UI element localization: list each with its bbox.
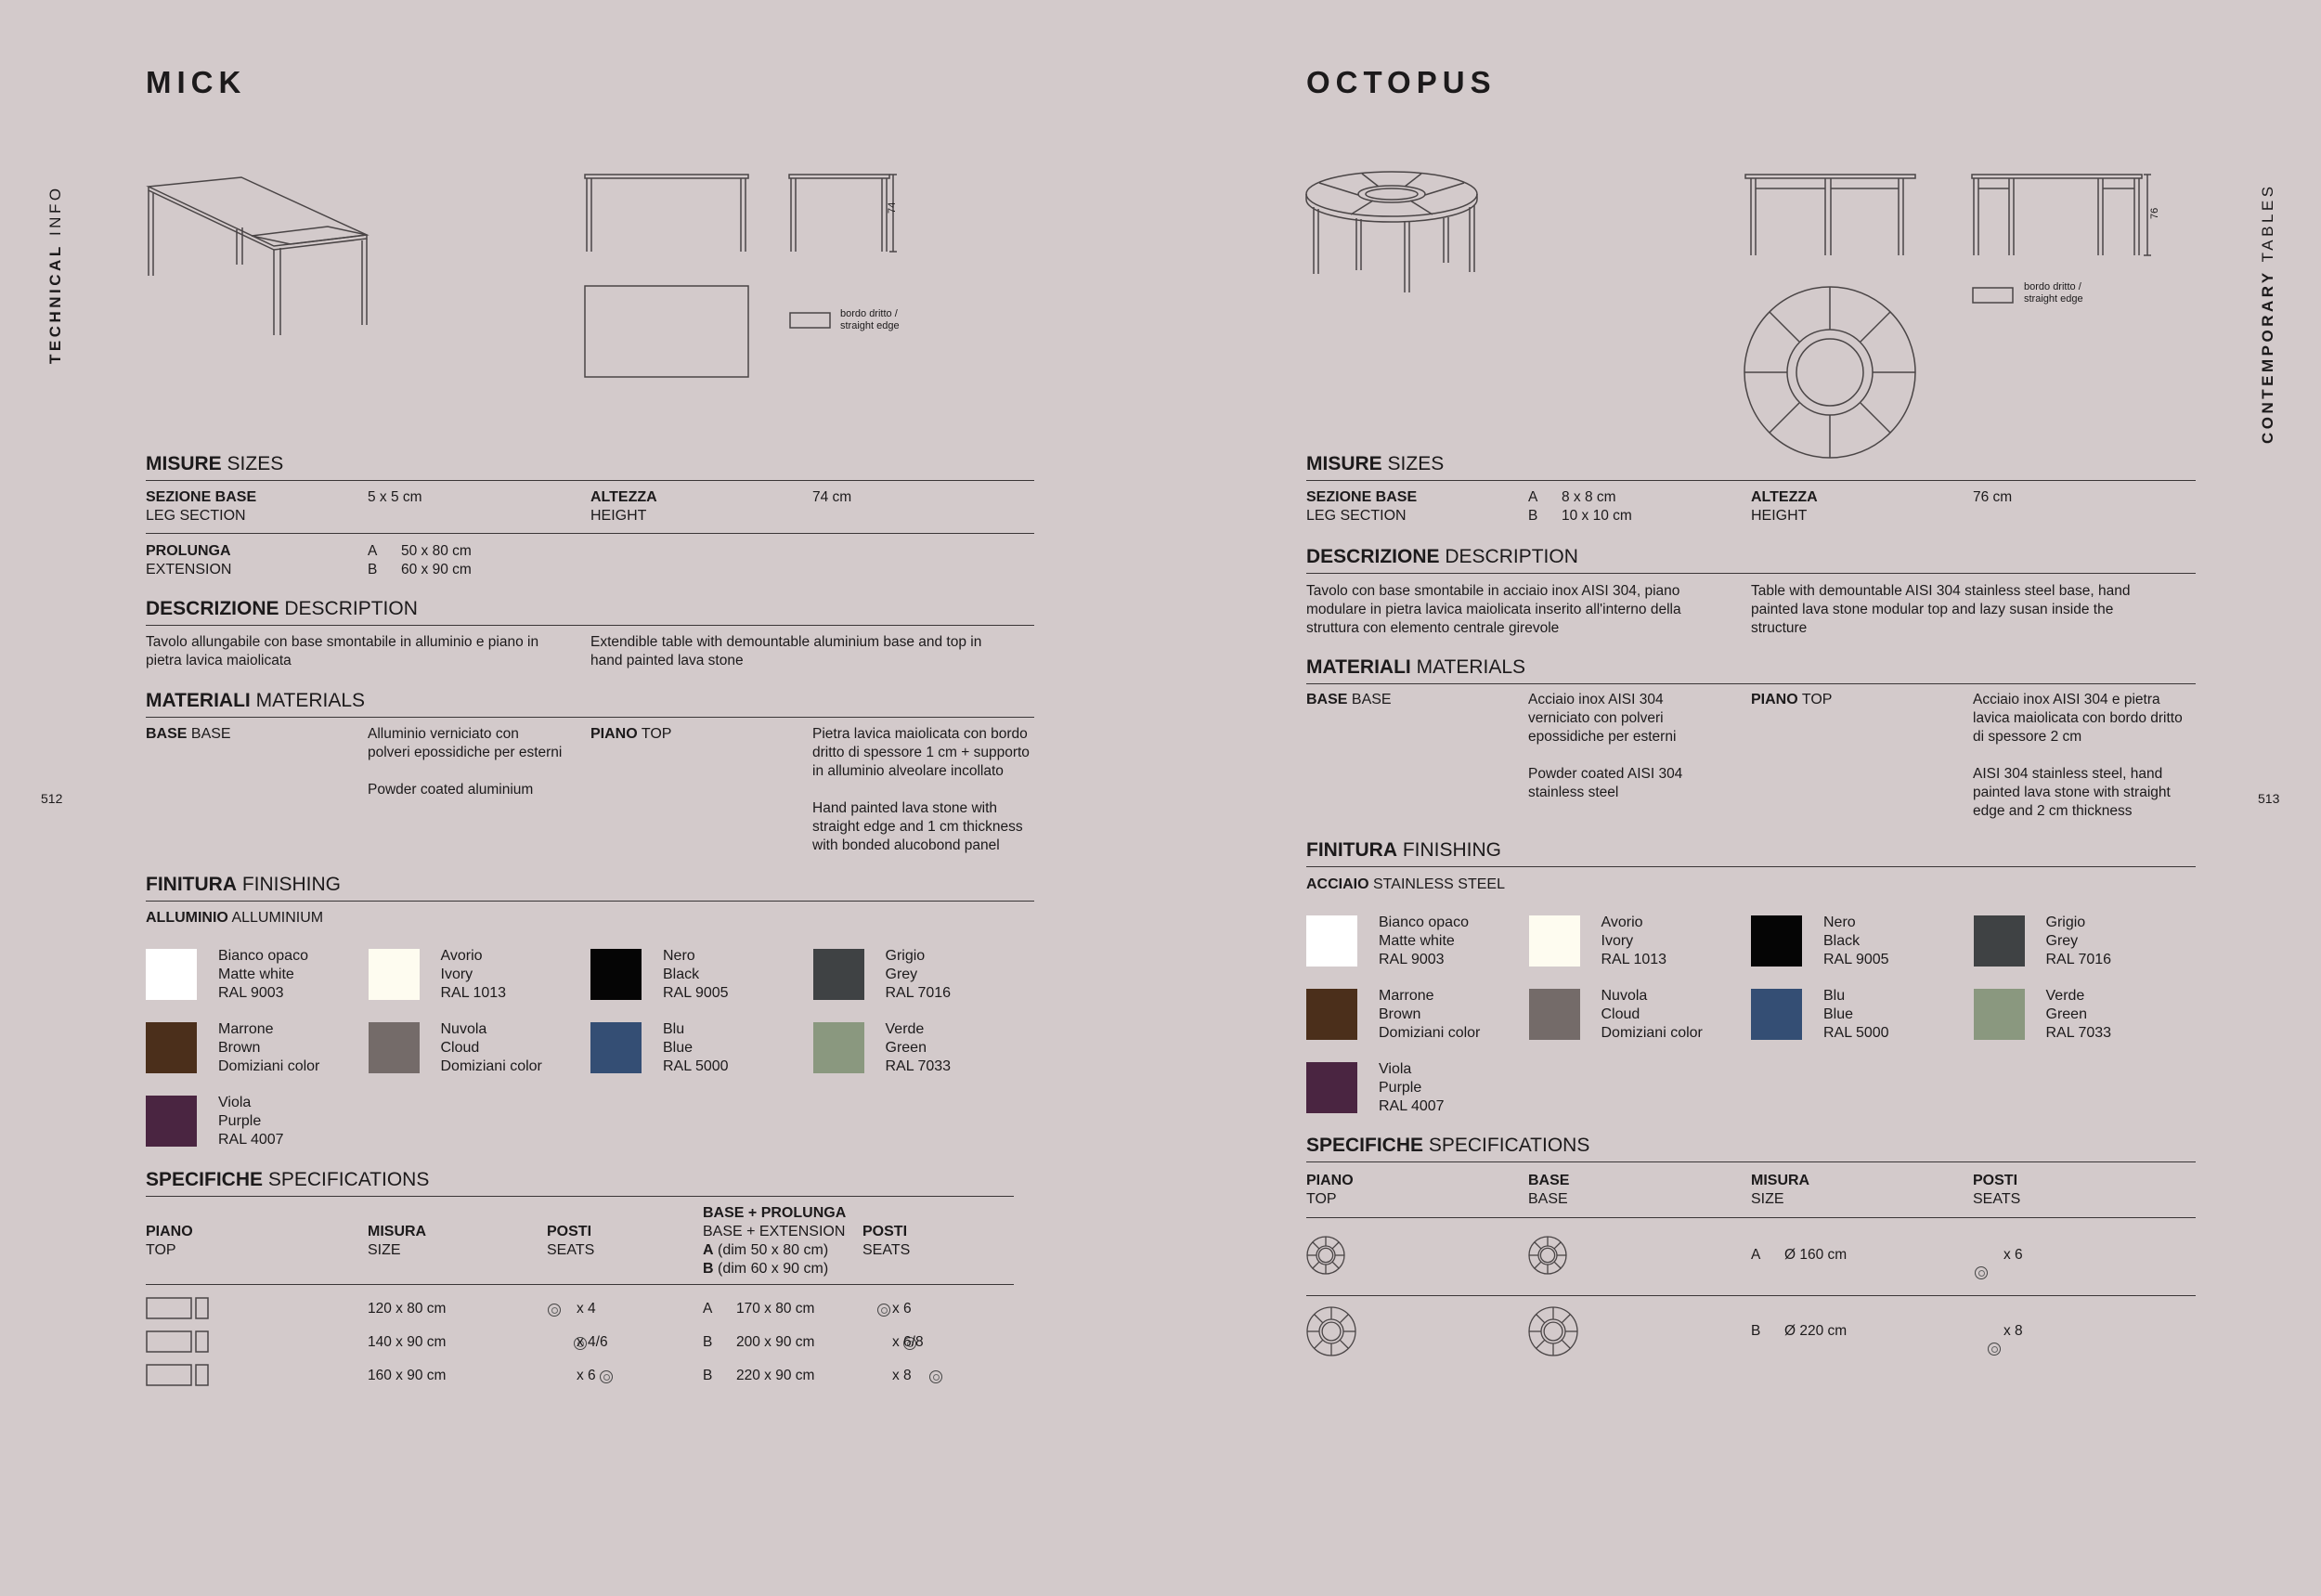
- edge-profile-label: bordo dritto / straight edge: [2024, 281, 2083, 305]
- page-title: OCTOPUS: [1306, 65, 1497, 99]
- octopus-top-icon: [1306, 1236, 1345, 1279]
- height-label: ALTEZZA HEIGHT: [1751, 489, 1818, 524]
- finishing-heading: FINITURA FINISHING: [1306, 839, 1502, 861]
- specs-col-size: MISURA SIZE: [1751, 1173, 1810, 1207]
- spec-seats: x 4/6: [577, 1334, 608, 1350]
- materials-heading: MATERIALI MATERIALS: [1306, 656, 1526, 678]
- height-dimension-label: 74: [887, 201, 898, 214]
- section-vertical-label: TECHNICAL INFO: [46, 185, 64, 364]
- color-swatch: [1974, 915, 2025, 967]
- color-swatch-label: Avorio Ivory RAL 1013: [1601, 915, 1667, 967]
- leg-section-label: SEZIONE BASE LEG SECTION: [1306, 489, 1418, 524]
- height-value: 74 cm: [812, 489, 852, 505]
- color-swatch-label: Bianco opaco Matte white RAL 9003: [1379, 915, 1469, 967]
- divider: [1306, 1295, 2196, 1296]
- color-swatch: [1751, 915, 1802, 967]
- spec-extension-key: B: [703, 1368, 713, 1383]
- material-top-text: Acciaio inox AISI 304 e pietra lavica maiolicata con bordo dritto di spessore 2 cm AISI 304 stainless steel, hand painted lava stone with straight edge and 2 cm thickness: [1973, 692, 2183, 819]
- mick-side-elevation: [787, 172, 899, 255]
- divider: [146, 480, 1034, 481]
- color-swatch: [1974, 989, 2025, 1040]
- sizes-heading: MISURE SIZES: [1306, 453, 1445, 474]
- divider: [1306, 1217, 2196, 1218]
- finishing-subheading: ACCIAIO STAINLESS STEEL: [1306, 876, 1505, 892]
- material-base-label: BASE BASE: [146, 726, 231, 742]
- divider: [146, 625, 1034, 626]
- spec-seats: x 8: [2003, 1323, 2023, 1339]
- mick-perspective-drawing: [144, 172, 376, 344]
- color-swatch: [590, 949, 642, 1000]
- divider: [146, 717, 1034, 718]
- divider: [1306, 1161, 2196, 1162]
- color-swatch-label: Blu Blue RAL 5000: [1823, 988, 1889, 1041]
- octopus-base-icon: [1528, 1236, 1567, 1279]
- materials-heading: MATERIALI MATERIALS: [146, 690, 366, 711]
- color-swatch: [1306, 1062, 1357, 1113]
- spec-extension-size: 220 x 90 cm: [736, 1368, 815, 1383]
- mick-top-view: [583, 284, 750, 381]
- description-heading: DESCRIZIONE DESCRIPTION: [1306, 546, 1578, 567]
- description-italian: Tavolo allungabile con base smontabile in alluminio e piano in pietra lavica maiolicata: [146, 634, 539, 668]
- description-italian: Tavolo con base smontabile in acciaio inox AISI 304, piano modulare in pietra lavica maiolicata inserito all'interno della struttura con elemento centrale girevole: [1306, 583, 1681, 636]
- material-top-text: Pietra lavica maiolicata con bordo dritto di spessore 1 cm + supporto in alluminio alveolare incollato Hand painted lava stone with straight edge and 1 cm thickness with bonded alucobond panel: [812, 726, 1030, 853]
- specs-col-size: MISURA SIZE: [368, 1224, 427, 1258]
- color-swatch: [1306, 915, 1357, 967]
- specs-col-seats: POSTI SEATS: [1973, 1173, 2021, 1207]
- color-swatch-label: Nero Black RAL 9005: [663, 948, 729, 1001]
- color-swatch: [1751, 989, 1802, 1040]
- divider: [146, 533, 1034, 534]
- color-swatch-label: Avorio Ivory RAL 1013: [440, 948, 507, 1001]
- color-swatch-label: Grigio Grey RAL 7016: [2045, 915, 2112, 967]
- finishing-heading: FINITURA FINISHING: [146, 874, 342, 895]
- color-swatch: [369, 1022, 420, 1073]
- octopus-front-elevation: [1744, 172, 1920, 260]
- page-number: 512: [41, 791, 63, 806]
- spec-size: 160 x 90 cm: [368, 1368, 447, 1383]
- color-swatch: [146, 949, 197, 1000]
- color-swatch: [1529, 989, 1580, 1040]
- octopus-side-elevation: [1970, 172, 2165, 260]
- color-swatch: [146, 1096, 197, 1147]
- color-swatch-label: Bianco opaco Matte white RAL 9003: [218, 948, 308, 1001]
- material-top-label: PIANO TOP: [590, 726, 672, 742]
- material-base-label: BASE BASE: [1306, 692, 1392, 707]
- seat-icon: [1988, 1343, 2001, 1356]
- color-swatch: [369, 949, 420, 1000]
- leg-section-label: SEZIONE BASE LEG SECTION: [146, 489, 257, 524]
- spec-extension-size: 200 x 90 cm: [736, 1334, 815, 1350]
- table-top-icon: [146, 1330, 211, 1358]
- spec-size: 140 x 90 cm: [368, 1334, 447, 1350]
- seat-icon: [929, 1370, 942, 1383]
- extension-values: A 50 x 80 cm B 60 x 90 cm: [368, 543, 472, 577]
- divider: [146, 901, 1034, 902]
- spec-extension-seats: x 8: [892, 1368, 912, 1383]
- divider: [1306, 573, 2196, 574]
- divider: [1306, 866, 2196, 867]
- material-base-text: Acciaio inox AISI 304 verniciato con polveri epossidiche per esterni Powder coated AISI 304 stainless steel: [1528, 692, 1683, 800]
- table-top-icon: [146, 1296, 211, 1325]
- edge-profile-icon: [789, 311, 832, 330]
- color-swatch-label: Nero Black RAL 9005: [1823, 915, 1889, 967]
- octopus-base-icon: [1528, 1306, 1578, 1361]
- height-label: ALTEZZA HEIGHT: [590, 489, 657, 524]
- color-swatch: [590, 1022, 642, 1073]
- spec-size: Ø 160 cm: [1784, 1247, 1848, 1263]
- specs-col-extension: BASE + PROLUNGA BASE + EXTENSION A (dim 50 x 80 cm) B (dim 60 x 90 cm): [703, 1205, 847, 1277]
- page-title: MICK: [146, 65, 247, 99]
- page-number: 513: [2258, 791, 2280, 806]
- color-swatch: [146, 1022, 197, 1073]
- color-swatch-label: Marrone Brown Domiziani color: [218, 1021, 320, 1074]
- description-english: Extendible table with demountable aluminium base and top in hand painted lava stone: [590, 634, 982, 668]
- octopus-top-icon: [1306, 1306, 1356, 1361]
- mick-front-elevation: [583, 172, 750, 255]
- spec-key: B: [1751, 1323, 1761, 1339]
- color-swatch-label: Marrone Brown Domiziani color: [1379, 988, 1481, 1041]
- spec-extension-key: B: [703, 1334, 713, 1350]
- divider: [146, 1196, 1014, 1197]
- specs-col-top: PIANO TOP: [146, 1224, 193, 1258]
- seat-icon: [1975, 1266, 1988, 1279]
- divider: [146, 1284, 1014, 1285]
- color-swatch-label: Verde Green RAL 7033: [885, 1021, 952, 1074]
- spec-size: 120 x 80 cm: [368, 1301, 447, 1317]
- description-english: Table with demountable AISI 304 stainless steel base, hand painted lava stone modular top and lazy susan inside the structure: [1751, 583, 2131, 636]
- extension-label: PROLUNGA EXTENSION: [146, 543, 232, 577]
- color-swatch-label: Verde Green RAL 7033: [2045, 988, 2112, 1041]
- color-swatch-label: Viola Purple RAL 4007: [218, 1095, 284, 1148]
- color-swatch-label: Blu Blue RAL 5000: [663, 1021, 729, 1074]
- table-top-icon: [146, 1363, 211, 1392]
- spec-key: A: [1751, 1247, 1761, 1263]
- octopus-top-view: [1742, 284, 1918, 461]
- color-swatch: [813, 949, 864, 1000]
- specs-col-seats-extended: POSTI SEATS: [862, 1224, 911, 1258]
- seat-icon: [548, 1304, 561, 1317]
- spec-seats: x 6: [2003, 1247, 2023, 1263]
- leg-section-value: 5 x 5 cm: [368, 489, 422, 505]
- spec-seats: x 4: [577, 1301, 596, 1317]
- specs-heading: SPECIFICHE SPECIFICATIONS: [1306, 1135, 1590, 1156]
- specs-col-base: BASE BASE: [1528, 1173, 1570, 1207]
- specs-col-top: PIANO TOP: [1306, 1173, 1354, 1207]
- seat-icon: [877, 1304, 890, 1317]
- color-swatch-label: Grigio Grey RAL 7016: [885, 948, 952, 1001]
- spec-extension-seats: x 6/8: [892, 1334, 924, 1350]
- specs-col-seats: POSTI SEATS: [547, 1224, 595, 1258]
- spec-extension-key: A: [703, 1301, 713, 1317]
- seat-icon: [600, 1370, 613, 1383]
- height-dimension-label: 76: [2149, 207, 2160, 219]
- color-swatch: [813, 1022, 864, 1073]
- leg-section-values: A 8 x 8 cm B 10 x 10 cm: [1528, 489, 1632, 524]
- divider: [1306, 480, 2196, 481]
- section-vertical-label: CONTEMPORARY TABLES: [2259, 183, 2276, 444]
- specs-heading: SPECIFICHE SPECIFICATIONS: [146, 1169, 430, 1190]
- material-top-label: PIANO TOP: [1751, 692, 1833, 707]
- spec-seats: x 6: [577, 1368, 596, 1383]
- spec-size: Ø 220 cm: [1784, 1323, 1848, 1339]
- color-swatch: [1529, 915, 1580, 967]
- finishing-subheading: ALLUMINIO ALLUMINIUM: [146, 910, 324, 926]
- material-base-text: Alluminio verniciato con polveri epossidiche per esterni Powder coated aluminium: [368, 726, 563, 798]
- color-swatch-label: Nuvola Cloud Domiziani color: [1601, 988, 1703, 1041]
- color-swatch-label: Nuvola Cloud Domiziani color: [440, 1021, 542, 1074]
- edge-profile-icon: [1972, 286, 2015, 305]
- spec-extension-size: 170 x 80 cm: [736, 1301, 815, 1317]
- description-heading: DESCRIZIONE DESCRIPTION: [146, 598, 418, 619]
- height-value: 76 cm: [1973, 489, 2013, 505]
- color-swatch-label: Viola Purple RAL 4007: [1379, 1061, 1445, 1114]
- color-swatch: [1306, 989, 1357, 1040]
- divider: [1306, 683, 2196, 684]
- edge-profile-label: bordo dritto / straight edge: [840, 308, 900, 331]
- sizes-heading: MISURE SIZES: [146, 453, 284, 474]
- octopus-perspective-drawing: [1304, 170, 1481, 300]
- spec-extension-seats: x 6: [892, 1301, 912, 1317]
